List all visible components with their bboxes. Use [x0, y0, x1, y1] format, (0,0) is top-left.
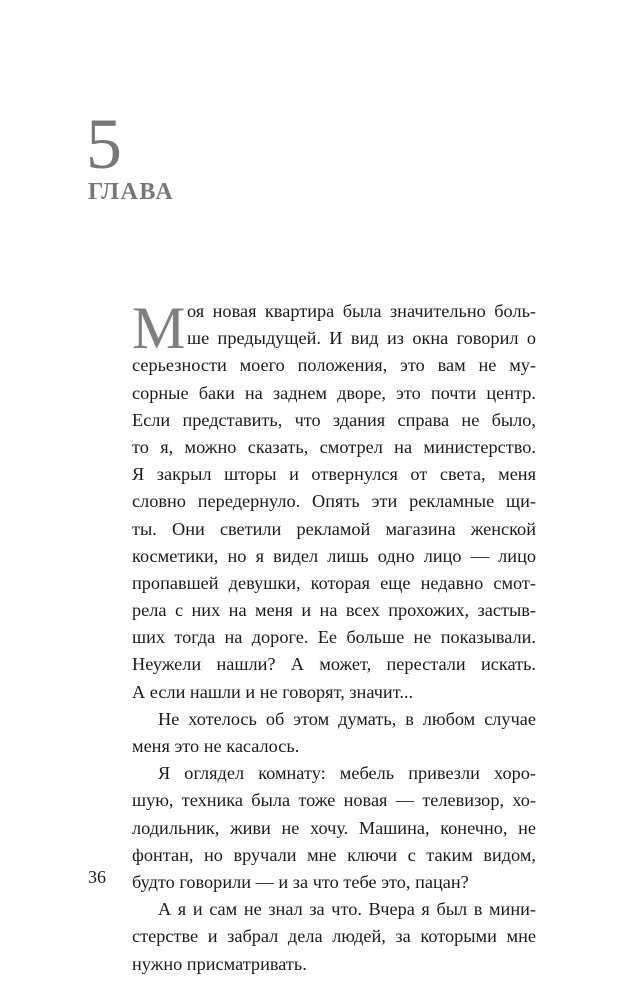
text-line: словно передернуло. Опять эти рекламные щи-	[132, 491, 536, 512]
text-line: Если представить, что здания справа не было,	[132, 409, 536, 430]
text-line: меня это не касалось.	[132, 736, 300, 756]
text-line: оя новая квартира была значительно боль-	[187, 301, 536, 321]
text-line: будто говорили — и за что тебе это, пацан?	[132, 871, 469, 892]
drop-cap: М	[132, 295, 186, 361]
text-line: стерстве и забрал дела людей, за которыми мне	[132, 926, 536, 947]
text-line: ты. Они светили рекламой магазина женской	[132, 518, 536, 539]
text-line: сорные баки на заднем дворе, это почти центр.	[132, 382, 536, 403]
text-line: рела с них на меня и на всех прохожих, застыв-	[132, 600, 536, 621]
text-line: фонтан, но вручали мне ключи с таким видом,	[132, 844, 536, 865]
paragraph-lines	[132, 352, 536, 977]
text-line: А если нашли и не говорят, значит...	[132, 681, 414, 702]
text-line: пропавшей девушки, которая еще недавно смот-	[132, 572, 536, 593]
text-line: Я закрыл шторы и отвернулся от света, меня	[132, 464, 536, 485]
text-line: Неужели нашли? А может, перестали искать.	[132, 654, 536, 675]
page-number: 36	[88, 867, 106, 887]
text-line: то я, можно сказать, смотрел на министерство.	[132, 436, 536, 457]
text-line: ше предыдущей. И вид из окна говорил о	[187, 328, 536, 349]
text-line: лодильник, живи не хочу. Машина, конечно, не	[132, 817, 536, 838]
chapter-heading: ГЛАВА	[88, 179, 175, 205]
text-line: А я и сам не знал за что. Вчера я был в мини-	[158, 899, 536, 920]
text-line: ших тогда на дороге. Ее больше не показывали.	[132, 627, 536, 648]
text-line: серьезности моего положения, это вам не му-	[132, 355, 536, 376]
text-line: Не хотелось об этом думать, в любом случае	[158, 708, 536, 729]
text-line: нужно присматривать.	[132, 953, 307, 974]
body-text	[132, 295, 536, 978]
text-line: косметики, но я видел лишь одно лицо — лицо	[132, 545, 536, 566]
chapter-number: 5	[86, 104, 122, 184]
text-line: шую, техника была тоже новая — телевизор, хо-	[132, 790, 536, 811]
text-line: Я оглядел комнату: мебель привезли хоро-	[158, 763, 536, 784]
